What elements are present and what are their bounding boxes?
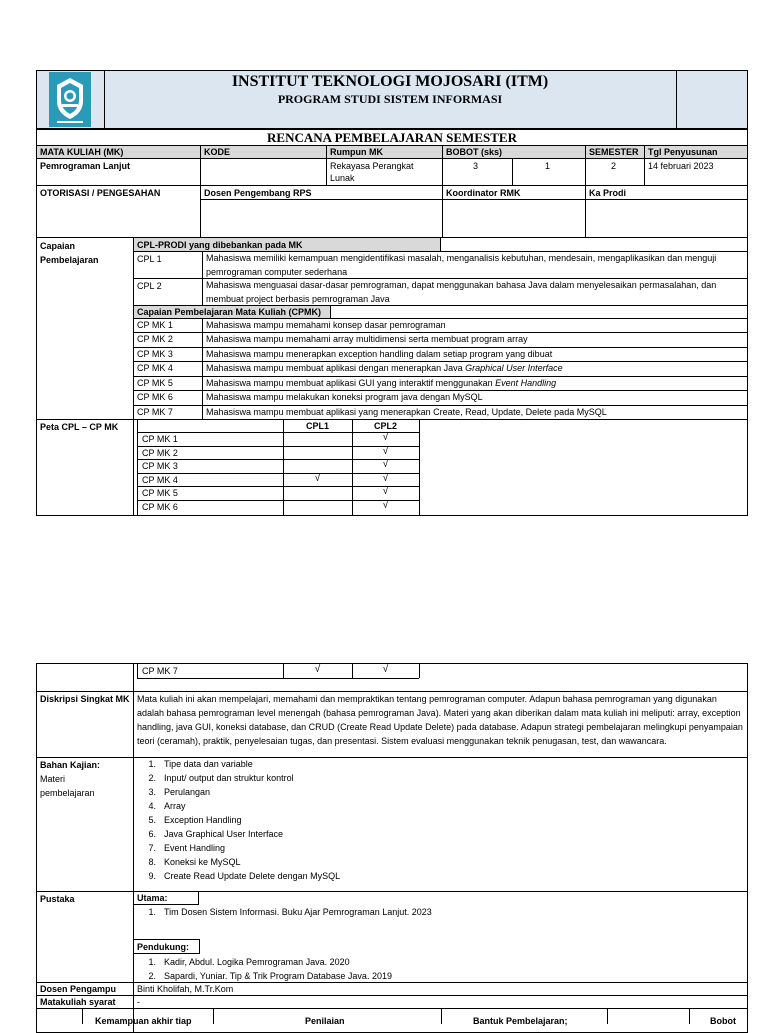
- doc-title: RENCANA PEMBELAJARAN SEMESTER: [267, 130, 517, 145]
- bahan-sub1: Materi: [40, 774, 66, 784]
- peta-row-code: CP MK 1: [142, 434, 178, 444]
- peta-row-code: CP MK 5: [142, 488, 178, 499]
- cpmk-code: CP MK 7: [137, 406, 173, 417]
- pustaka-label: Pustaka: [40, 894, 75, 904]
- bahan-label: Bahan Kajian:: [40, 760, 101, 770]
- course-rumpun: Rekayasa Perangkat Lunak: [330, 161, 414, 183]
- peta-row-code: CP MK 6: [142, 502, 178, 512]
- list-text: Java Graphical User Interface: [164, 829, 284, 839]
- list-text: Koneksi ke MySQL: [164, 857, 241, 867]
- peta-check-cpl1: √: [314, 664, 321, 675]
- list-item: [138, 827, 340, 841]
- utama-label: Utama:: [137, 893, 168, 903]
- list-number: 3.: [148, 787, 156, 797]
- institute-name: INSTITUT TEKNOLOGI MOJOSARI (ITM): [231, 73, 549, 90]
- list-text: Sapardi, Yuniar. Tip & Trik Program Database Java. 2019: [164, 971, 392, 981]
- list-number: 4.: [148, 801, 156, 811]
- peta-row-code: CP MK 2: [142, 447, 178, 458]
- peta-check-cpl2: √: [382, 445, 389, 457]
- list-text: Event Handling: [164, 843, 226, 853]
- cpmk-code: CP MK 2: [137, 334, 173, 345]
- col-penilaian: Penilaian: [305, 1016, 345, 1026]
- col-mk: MATA KULIAH (MK): [40, 147, 124, 157]
- pendukung-list: [138, 955, 392, 983]
- list-text: Create Read Update Delete dengan MySQL: [164, 871, 341, 881]
- peta-label: Peta CPL – CP MK: [40, 422, 119, 432]
- bahan-list: [138, 757, 340, 883]
- col-kemampuan: Kemampuan akhir tiap: [95, 1016, 192, 1026]
- cpmk-text: Mahasiswa mampu menerapkan exception handling dalam setiap program yang dibuat: [206, 348, 553, 359]
- peta-check-cpl2: √: [382, 432, 389, 443]
- list-item: [138, 771, 340, 785]
- list-item: [138, 799, 340, 813]
- tgl-value: 14 februari 2023: [648, 161, 714, 171]
- course-name: Pemrograman Lanjut: [40, 161, 131, 171]
- list-item: [138, 855, 340, 869]
- cpl-header: CPL-PRODI yang dibebankan pada MK: [137, 240, 303, 250]
- peta-check-cpl2: √: [382, 500, 389, 511]
- peta-row-code: CP MK 4: [142, 474, 178, 485]
- peta-check-cpl2: √: [382, 664, 389, 675]
- pendukung-label: Pendukung:: [137, 942, 189, 952]
- list-number: 1.: [148, 907, 156, 917]
- cpmk-text-italic: Event Handling: [495, 377, 557, 388]
- dosen-rps-label: Dosen Pengembang RPS: [204, 188, 312, 198]
- peta-col-cpl2: CPL2: [373, 421, 397, 431]
- cpmk-text: Mahasiswa mampu memahami konsep dasar pemrograman: [206, 320, 446, 330]
- list-number: 1.: [148, 759, 156, 769]
- list-text: Array: [164, 801, 186, 811]
- semester-value: 2: [611, 161, 617, 171]
- dosen-label: Dosen Pengampu: [40, 984, 117, 994]
- cpmk-text: Mahasiswa mampu membuat aplikasi dengan menerapkan Java Graphical User Interface: [206, 363, 563, 374]
- list-number: 6.: [148, 829, 156, 839]
- list-number: 7.: [148, 843, 156, 853]
- list-number: 2.: [148, 773, 156, 783]
- cpl-code: CPL 1: [137, 254, 162, 264]
- otorisasi-label: OTORISASI / PENGESAHAN: [40, 188, 161, 198]
- dosen-value: Binti Kholifah, M.Tr.Kom: [137, 984, 234, 994]
- peta-row-code: CP MK 7: [142, 666, 178, 676]
- koordinator-label: Koordinator RMK: [446, 188, 521, 198]
- list-item: [138, 969, 392, 983]
- peta-check-cpl2: √: [382, 486, 389, 498]
- cpl-text: Mahasiswa menguasai dasar-dasar pemrograman, dapat menggunakan bahasa Java dalam menyelesaikan permasalahan, dan membuat project berbasis pemrograman Java: [206, 280, 717, 304]
- list-item: [138, 905, 432, 919]
- cpl-text: Mahasiswa memiliki kemampuan mengidentifikasi masalah, menganalisis kebutuhan, mendesain, mengaplikasikan dan menguji pemrograman computer sederhana: [206, 253, 717, 277]
- col-semester: SEMESTER: [589, 147, 639, 157]
- list-text: Exception Handling: [164, 815, 242, 825]
- cpmk-code: CP MK 6: [137, 392, 173, 403]
- bobot-teori: 3: [473, 161, 479, 171]
- list-number: 5.: [148, 815, 156, 825]
- list-text: Kadir, Abdul. Logika Pemrograman Java. 2020: [164, 957, 350, 967]
- list-number: 9.: [148, 871, 156, 881]
- kaprodi-label: Ka Prodi: [589, 188, 627, 198]
- col-bobot: Bobot: [710, 1016, 736, 1026]
- col-bentuk: Bantuk Pembelajaran;: [473, 1016, 568, 1026]
- list-item: [138, 841, 340, 855]
- peta-check-cpl2: √: [382, 459, 389, 471]
- syarat-value: -: [137, 997, 140, 1007]
- cpmk-code: CP MK 1: [137, 320, 173, 330]
- list-item: [138, 813, 340, 827]
- institute-logo: [49, 72, 91, 127]
- col-kode: KODE: [204, 147, 231, 157]
- list-number: 8.: [148, 857, 156, 867]
- list-number: 1.: [148, 957, 156, 967]
- peta-check-cpl1: √: [314, 472, 321, 484]
- col-rumpun: Rumpun MK: [330, 147, 383, 157]
- cpmk-text: Mahasiswa mampu memahami array multidimensi serta membuat program array: [206, 334, 528, 345]
- col-bobot: BOBOT (sks): [446, 147, 503, 157]
- list-item: [138, 785, 340, 799]
- cpmk-code: CP MK 3: [137, 348, 173, 359]
- cpl-code: CPL 2: [137, 281, 162, 291]
- cpmk-text: Mahasiswa mampu membuat aplikasi GUI yang interaktif menggunakan Event Handling: [206, 377, 557, 388]
- utama-list: [138, 905, 432, 919]
- peta-row-code: CP MK 3: [142, 461, 178, 472]
- peta-col-cpl1: CPL1: [305, 421, 329, 431]
- col-tgl: Tgl Penyusunan: [648, 147, 718, 157]
- cpmk-code: CP MK 5: [137, 377, 173, 388]
- cpmk-code: CP MK 4: [137, 363, 173, 374]
- cpmk-text: Mahasiswa mampu melakukan koneksi program java dengan MySQL: [206, 392, 483, 403]
- list-text: Input/ output dan struktur kontrol: [164, 773, 294, 783]
- deskripsi-label: Diskripsi Singkat MK: [40, 694, 130, 704]
- capaian-label: Capaian Pembelajaran: [40, 241, 99, 265]
- bobot-praktik: 1: [545, 161, 551, 171]
- list-item: [138, 869, 340, 883]
- list-text: Perulangan: [164, 787, 211, 797]
- list-number: 2.: [148, 971, 156, 981]
- peta-check-cpl2: √: [382, 472, 389, 484]
- program-name: PROGRAM STUDI SISTEM INFORMASI: [277, 92, 503, 106]
- list-item: [138, 955, 392, 969]
- deskripsi-text: Mata kuliah ini akan mempelajari, memahami dan mempraktikan tentang pemrograman computer. Adapun bahasa pemrograman yang digunakan adalah bahasa pemrograman level menengah (bahasa pemrograman Java). Materi yang akan diberikan dalam mata kuliah ini meliputi: array, exception handling, java GUI, koneksi database, dan CRUD (Create Read Update Delete) pada database. Adapun strategi pembelajaran melingkupi penyampaian teori (ceramah), praktik, penyelesaian tugas, dan presentasi. Sistem evaluasi menggunakan teknik penugasan, test, dan wawancara.: [137, 694, 743, 746]
- cpmk-text: Mahasiswa mampu membuat aplikasi yang menerapkan Create, Read, Update, Delete pada MySQL: [206, 406, 607, 417]
- syarat-label: Matakuliah syarat: [40, 997, 116, 1007]
- cpmk-text-italic: Graphical User Interface: [465, 363, 563, 374]
- list-text: Tipe data dan variable: [164, 759, 253, 769]
- list-text: Tim Dosen Sistem Informasi. Buku Ajar Pemrograman Lanjut. 2023: [164, 907, 432, 917]
- list-item: [138, 757, 340, 771]
- bahan-sub2: pembelajaran: [40, 788, 95, 798]
- cpmk-header: Capaian Pembelajaran Mata Kuliah (CPMK): [137, 307, 322, 317]
